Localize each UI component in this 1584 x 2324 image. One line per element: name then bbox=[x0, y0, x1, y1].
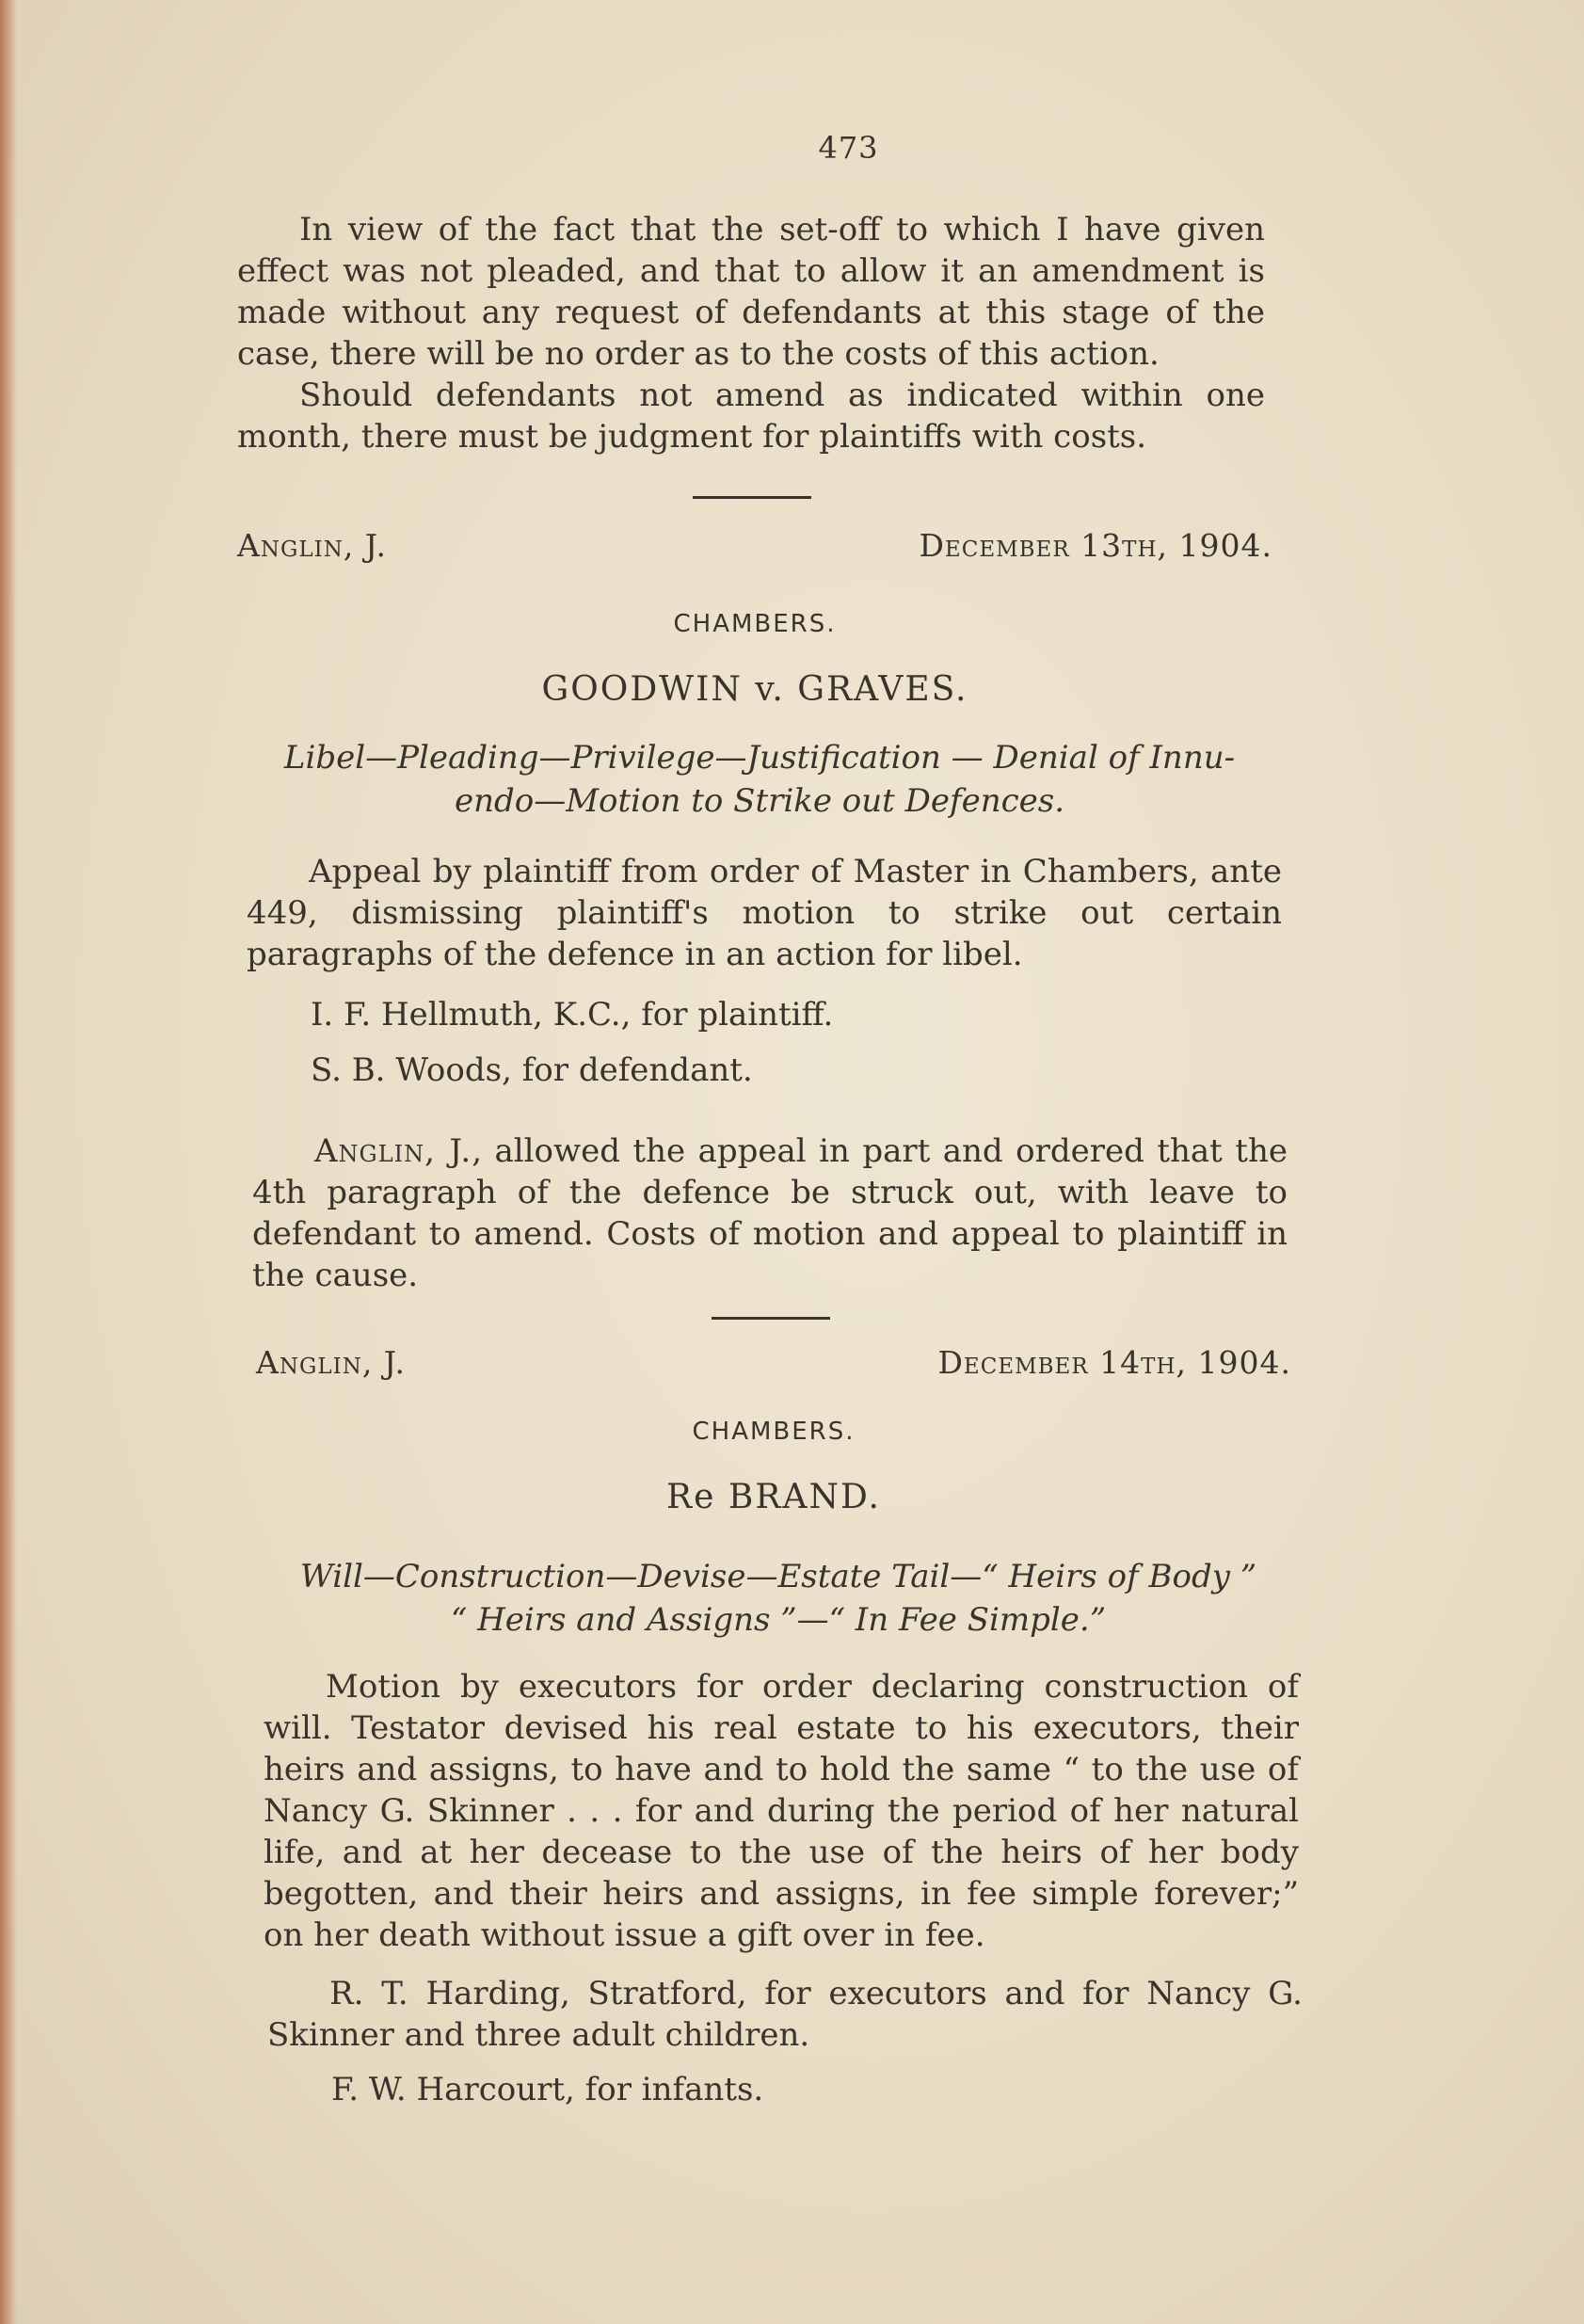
case1-judge: Anglin, J. bbox=[237, 527, 387, 564]
case1-title: GOODWIN v. GRAVES. bbox=[541, 670, 968, 709]
case1-judgment bbox=[252, 1130, 1288, 1296]
case1-date: December 13th, 1904. bbox=[919, 527, 1272, 564]
case2-headnote bbox=[256, 1555, 1301, 1642]
page-number: 473 bbox=[818, 130, 879, 166]
case2-counsel-executors: R. T. Harding, Stratford, for executors and for Nancy G. Skinner and three adult children. bbox=[267, 1975, 1303, 2054]
case2-headnote-line1: Will—Construction—Devise—Estate Tail—“ Heirs of Body ” bbox=[299, 1558, 1257, 1595]
case1-judgment-text: , allowed the appeal in part and ordered that the 4th paragraph of the defence be struck out, with leave to defendant to amend. Costs of motion and appeal to plaintiff in the cause. bbox=[252, 1132, 1288, 1294]
case2-title: Re BRAND. bbox=[666, 1478, 881, 1516]
case1-judgment-judge: Anglin, J. bbox=[314, 1132, 472, 1170]
opening-paragraph-1: In view of the fact that the set-off to which I have given effect was not pleaded, and that to allow it an amendment is made without any request of defendants at this stage of the case, there will be no order as to the costs of this action. bbox=[237, 211, 1265, 373]
case1-headnote-line1: Libel—Pleading—Privilege—Justification — Denial of Innu- bbox=[283, 739, 1236, 777]
opening-paragraph-2: Should defendants not amend as indicated within one month, there must be judgment for plaintiffs with costs. bbox=[237, 377, 1265, 456]
case1-headnote-line2: endo—Motion to Strike out Defences. bbox=[454, 782, 1065, 820]
section-divider-2 bbox=[712, 1317, 830, 1320]
case1-dateline bbox=[237, 527, 1272, 564]
case2-judge: Anglin, J. bbox=[256, 1344, 406, 1381]
case2-headnote-line2: “ Heirs and Assigns ”—“ In Fee Simple.” bbox=[450, 1601, 1107, 1639]
case2-dateline bbox=[256, 1344, 1291, 1381]
opening-text bbox=[237, 209, 1265, 457]
case1-headnote bbox=[237, 736, 1282, 823]
case2-date: December 14th, 1904. bbox=[937, 1344, 1291, 1381]
case1-summary: Appeal by plaintiff from order of Master in Chambers, ante 449, dismissing plaintiff's motion to strike out certain paragraphs of the defence in an action for libel. bbox=[247, 853, 1282, 973]
case1-counsel-defendant: S. B. Woods, for defendant. bbox=[311, 1051, 753, 1089]
case2-court: CHAMBERS. bbox=[692, 1418, 856, 1446]
case1-counsel-plaintiff: I. F. Hellmuth, K.C., for plaintiff. bbox=[311, 996, 834, 1034]
section-divider-1 bbox=[693, 496, 811, 499]
case2-summary: Motion by executors for order declaring construction of will. Testator devised his real estate to his executors, their heirs and assigns, to have and to hold the same “ to the use of Nancy G. Skinner . . . for and during the period of her natural life, and at her decease to the use of the heirs of her body begotten, and their heirs and assigns, in fee simple forever;” on her death without issue a gift over in fee. bbox=[264, 1668, 1299, 1954]
page-spine-edge bbox=[0, 0, 17, 2324]
case2-counsel-infants: F. W. Harcourt, for infants. bbox=[331, 2071, 764, 2108]
case1-court: CHAMBERS. bbox=[673, 610, 837, 638]
